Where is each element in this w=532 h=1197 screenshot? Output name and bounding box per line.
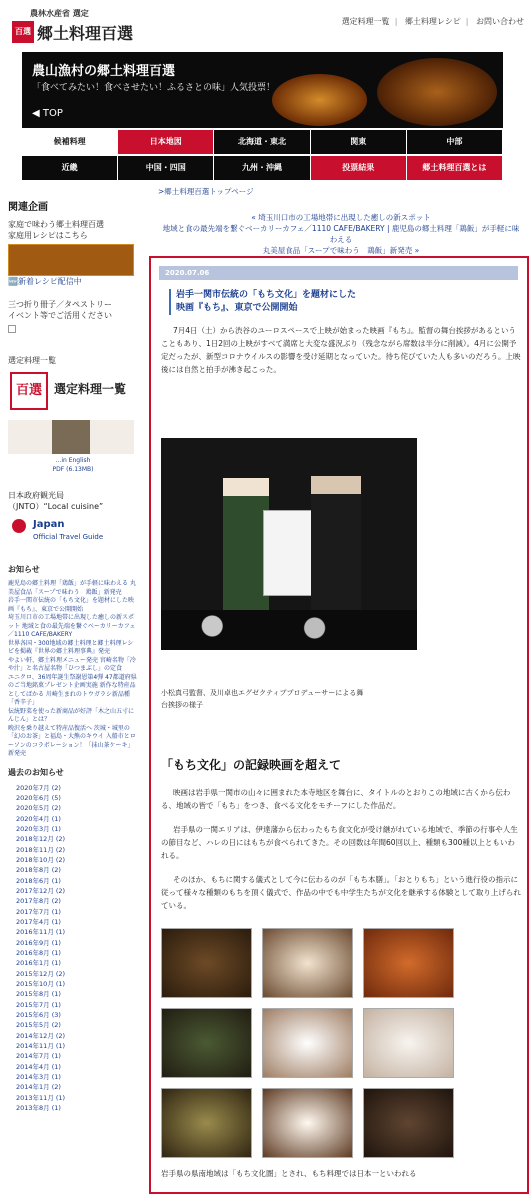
nav-results[interactable]: 投票結果 xyxy=(311,156,406,180)
archive-item[interactable]: 2015年8月 (1) xyxy=(16,990,61,999)
food-image xyxy=(377,58,497,126)
archive-item[interactable]: 2018年12月 (2) xyxy=(16,835,66,844)
logo-kicker: 農林水産省 選定 xyxy=(30,9,89,18)
mochi-image xyxy=(262,1008,353,1078)
news-item[interactable]: 鹿児島の郷土料理「鶏飯」が手軽に味わえる 丸美屋食品「スープで味わう 鶏飯」新発売 xyxy=(8,580,136,596)
jnto-line: （JNTO）“Local cuisine” xyxy=(8,502,104,511)
headline-line: 映画『もち』、東京で公開開始 xyxy=(176,303,298,313)
archive-list xyxy=(8,783,138,1114)
news-item[interactable]: 埼玉川口市の工場地帯に出現した癒しの新スポット 地域と食の最先端を繋ぐベーカリーカフェ／1110 CAFE/BAKERY xyxy=(8,614,136,638)
recipes-link[interactable]: 郷土料理レシピ xyxy=(404,17,461,26)
archive-item[interactable]: 2020年5月 (2) xyxy=(16,804,61,813)
archive-item[interactable]: 2014年7月 (1) xyxy=(16,1052,61,1061)
site-logo[interactable]: 郷土料理百選 xyxy=(37,24,134,43)
caption-line: 台挨拶の様子 xyxy=(161,701,203,709)
food-image xyxy=(272,74,367,126)
archive-item[interactable]: 2017年12月 (2) xyxy=(16,886,66,895)
audience-silhouette xyxy=(161,610,417,650)
hero-banner xyxy=(22,52,503,128)
archive-item[interactable]: 2020年3月 (1) xyxy=(16,824,61,833)
tasty-secrets-banner[interactable] xyxy=(8,420,134,454)
mochi-image xyxy=(363,1008,454,1078)
japan-logo-text: Japan xyxy=(33,519,65,530)
archive-item[interactable]: 2015年5月 (2) xyxy=(16,1021,61,1030)
mochi-image xyxy=(262,928,353,998)
nav-kinki[interactable]: 近畿 xyxy=(22,156,117,180)
sidebar xyxy=(8,198,138,1114)
archive-title: 過去のお知らせ xyxy=(8,767,64,777)
article-paragraph: そのほか、もちに関する儀式として今に伝わるのが「もち本膳」。「おとりもち」という進行役の指示に従って様々な種類のもちを頂く儀式で、作品の中でも中学生たちが文化を継承する体験として取り上げられている。 xyxy=(161,875,521,910)
archive-item[interactable]: 2014年1月 (2) xyxy=(16,1083,61,1092)
nav-map[interactable]: 日本地図 xyxy=(118,130,213,154)
news-item[interactable]: ユニクロ、36周年誕生祭謝恩第4弾 47都道府県のご当地銘菓プレゼント企画実施 新作な特産品としてばかる 川崎生まれのトウガラシ新品種「香辛子」 xyxy=(8,673,137,706)
archive-item[interactable]: 2013年8月 (1) xyxy=(16,1104,61,1113)
archive-item[interactable]: 2017年4月 (1) xyxy=(16,917,61,926)
related-heading: 関連企画 xyxy=(8,202,48,213)
news-item[interactable]: 晩沢を乗り越えて特産品復活へ 茨城・城里の「幻のお茶」と福島・大熊のキウイ 入船市とローソンのコラボレーション！「抹山茶ケーキ」新発売 xyxy=(8,724,136,757)
stage-photo xyxy=(161,438,417,650)
photo-caption xyxy=(161,687,431,711)
archive-item[interactable]: 2015年7月 (1) xyxy=(16,1000,61,1009)
new-recipe-link[interactable]: 🆕新着レシピ配信中 xyxy=(8,277,82,286)
article-bottom-note: 岩手県の県南地域は「もち文化圏」とされ、もち料理では日本一といわれる xyxy=(161,1169,417,1178)
nav-row xyxy=(22,130,503,154)
news-item[interactable]: やよい軒、郷土料理メニュー発売 宮崎名物「冷や汁」と名古屋名物「ひつまぶし」の定食 xyxy=(8,656,136,672)
mochi-image xyxy=(363,1088,454,1158)
booklet-line: 三つ折り冊子／タペストリー xyxy=(8,300,112,309)
archive-item[interactable]: 2017年8月 (2) xyxy=(16,897,61,906)
article-paragraph: 映画は岩手県一関市の山々に囲まれた本寺地区を舞台に、タイトルのとおりこの地域に古くから伝わる、地域の皆で「もち」をつき、食べる文化をモチーフにした作品だ。 xyxy=(161,788,511,810)
header-links: 選定料理一覧 | 郷土料理レシピ | お問い合わせ xyxy=(341,17,524,26)
related-line: 家庭用レシピはこちら xyxy=(8,231,88,240)
list-logo: 百選 xyxy=(10,372,48,410)
mochi-image xyxy=(161,928,252,998)
article-highlight-box xyxy=(149,256,529,1194)
archive-item[interactable]: 2014年3月 (1) xyxy=(16,1073,61,1082)
previous-post-link[interactable]: « 埼玉川口市の工場地帯に出現した癒しの新スポット xyxy=(251,213,431,222)
archive-item[interactable]: 2020年6月 (5) xyxy=(16,793,61,802)
archive-item[interactable]: 2014年4月 (1) xyxy=(16,1062,61,1071)
pdf-link[interactable]: PDF (6.13MB) xyxy=(52,465,94,473)
section-heading: 「もち文化」の記録映画を超えて xyxy=(161,758,342,772)
logo-badge: 百選 xyxy=(12,21,34,43)
nav-row xyxy=(22,156,503,180)
next-post-line[interactable]: わえる xyxy=(329,235,353,244)
archive-item[interactable]: 2015年6月 (3) xyxy=(16,1011,61,1020)
english-link[interactable]: ...in English xyxy=(55,457,91,464)
main-top-links xyxy=(158,186,524,256)
mochi-image xyxy=(161,1008,252,1078)
archive-item[interactable]: 2017年7月 (1) xyxy=(16,907,61,916)
archive-item[interactable]: 2020年4月 (1) xyxy=(16,814,61,823)
archive-item[interactable]: 2014年12月 (2) xyxy=(16,1031,66,1040)
archive-item[interactable]: 2018年8月 (2) xyxy=(16,866,61,875)
nav-kanto[interactable]: 関東 xyxy=(311,130,406,154)
news-item[interactable]: 岩手一関市伝統の「もち文化」を題材にした映画『もち』、東京で公開開始 xyxy=(8,597,135,613)
banner-title: 農山漁村の郷土料理百選 xyxy=(32,64,176,79)
post-navigation-line[interactable]: 地域と食の最先端を繋ぐベーカリーカフェ／1110 CAFE/BAKERY | 鹿児島の郷土料理「鶏飯」が手軽に味 xyxy=(162,224,520,233)
list-label: 選定料理一覧 xyxy=(54,382,127,396)
site-header xyxy=(0,0,532,48)
headline-line: 岩手一関市伝統の「もち文化」を題材にした xyxy=(176,290,357,300)
nav-chugoku-shikoku[interactable]: 中国・四国 xyxy=(118,156,213,180)
japan-travel-logo[interactable] xyxy=(8,516,110,548)
archive-item[interactable]: 2015年10月 (1) xyxy=(16,980,66,989)
breadcrumb[interactable]: >郷土料理百選トップページ xyxy=(158,187,254,196)
article-date: 2020.07.06 xyxy=(159,266,518,280)
news-title: お知らせ xyxy=(8,565,40,574)
archive-item[interactable]: 2016年8月 (1) xyxy=(16,949,61,957)
news-list xyxy=(8,580,138,759)
news-item[interactable]: 世界各国・300地域の郷土料理と郷土料理レシピを掲載『世界の郷土料理事典』発売 xyxy=(8,639,134,655)
broken-image-icon xyxy=(8,325,16,333)
list-title: 選定料理一覧 xyxy=(8,356,56,365)
nav-about[interactable]: 郷土料理百選とは xyxy=(407,156,502,180)
archive-item[interactable]: 2015年12月 (2) xyxy=(16,969,66,978)
archive-item[interactable]: 2016年11月 (1) xyxy=(16,928,66,937)
archive-item[interactable]: 2016年1月 (1) xyxy=(16,959,61,968)
nav-kyushu-okinawa[interactable]: 九州・沖縄 xyxy=(214,156,309,180)
archive-item[interactable]: 2018年10月 (2) xyxy=(16,855,66,864)
mochi-image xyxy=(363,928,454,998)
archive-item[interactable]: 2014年11月 (1) xyxy=(16,1042,66,1051)
main-navigation xyxy=(22,130,503,182)
archive-item[interactable]: 2018年6月 (1) xyxy=(16,876,61,885)
article-paragraph: 岩手県の一関エリアは、伊達藩から伝わったもち食文化が受け継がれている地域で、季節の行事や人生の節目など、ハレの日にはもちが食べられてきた。その回数は年間60回以上、種類も300種以上ともいわれる。 xyxy=(161,825,518,860)
banner-tagline: 「食べてみたい！食べさせたい！ふるさとの味」人気投票！ xyxy=(32,83,276,93)
mochi-image xyxy=(262,1088,353,1158)
nav-candidates[interactable]: 候補料理 xyxy=(22,130,117,154)
caption-line: 小松真弓監督、及川卓也エグゼクティブプロデューサーによる舞 xyxy=(161,689,364,697)
booklet-line: イベント等でご活用ください xyxy=(8,311,112,320)
person-figure xyxy=(311,476,361,620)
flag-icon xyxy=(12,519,26,533)
article-lead: 7月4日（土）から渋谷のユーロスペースで上映が始まった映画『もち』。監督の舞台挨拶があるということもあり、1日2回の上映がすべて満席と大変な盛況ぶり（残念ながら席数は半分に削減）。4月に公開予定だったが、新型コロナウイルスの影響を受け延期となっていた。待ち侘びていた人も多いのだろう。上映後には自然と拍手が沸き起こった。 xyxy=(161,326,521,374)
selected-dishes-link[interactable]: 選定料理一覧 xyxy=(341,17,390,26)
nav-hokkaido-tohoku[interactable]: 北海道・東北 xyxy=(214,130,309,154)
selected-list-banner[interactable] xyxy=(8,372,138,416)
next-post-link[interactable]: 丸美屋食品「スープで味わう 鶏飯」新発売 » xyxy=(262,246,420,255)
mochi-image xyxy=(161,1088,252,1158)
archive-item[interactable]: 2018年11月 (2) xyxy=(16,845,66,854)
article-headline xyxy=(169,289,509,315)
archive-item[interactable]: 2013年11月 (1) xyxy=(16,1093,66,1102)
top-link[interactable]: ◀ TOP xyxy=(32,108,63,119)
contact-link[interactable]: お問い合わせ xyxy=(476,17,524,26)
recipe-banner[interactable] xyxy=(8,244,134,276)
japan-subtext: Official Travel Guide xyxy=(33,533,104,541)
nav-chubu[interactable]: 中部 xyxy=(407,130,502,154)
jnto-line: 日本政府観光局 xyxy=(8,491,64,500)
archive-item[interactable]: 2016年9月 (1) xyxy=(16,938,61,947)
archive-item[interactable]: 2020年7月 (2) xyxy=(16,783,61,792)
news-item[interactable]: 伝統野菜を使った新商品が好評「木之山五寸にんじん」とは？ xyxy=(8,707,135,723)
related-line: 家庭で味わう郷土料理百選 xyxy=(8,220,104,229)
